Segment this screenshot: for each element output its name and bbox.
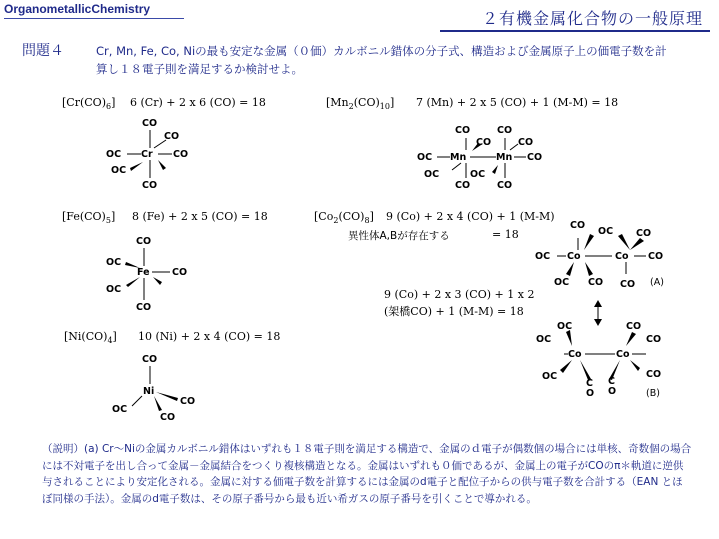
cr-electron-count: 6 (Cr) + 2 x 6 (CO) = 18 — [130, 96, 266, 109]
mn1-co-upper: CO — [476, 137, 492, 148]
cob-bridge-c1: C — [586, 378, 593, 389]
cob-co-right: CO — [646, 334, 662, 345]
fe-electron-count: 8 (Fe) + 2 x 5 (CO) = 18 — [132, 210, 268, 223]
cr-co-bottom: CO — [142, 180, 158, 191]
co-atom-b1: Co — [568, 349, 582, 360]
fe-formula: $[Fe(CO)_5]$ — [62, 210, 116, 226]
mn-atom-2: Mn — [496, 152, 513, 163]
fe-co-top: CO — [136, 236, 152, 247]
co-electron-count: 9 (Co) + 2 x 4 (CO) + 1 (M-M) — [386, 210, 555, 223]
question-label: 問題４ — [22, 43, 64, 59]
ni-oc-left: OC — [112, 404, 128, 415]
co-atom-a2: Co — [615, 251, 629, 262]
question-text: Cr, Mn, Fe, Co, Niの最も安定な金属（０価）カルボニル錯体の分子式、構造および金属原子上の価電子数を計算し１８電子則を満足するか検討せよ。 — [96, 44, 667, 76]
co-b-count-1: 9 (Co) + 2 x 3 (CO) + 1 x 2 — [384, 288, 535, 301]
cob-bridge-c2: C — [608, 376, 615, 387]
cr-co-upper-right: CO — [164, 131, 180, 142]
coa-co-right: CO — [648, 251, 664, 262]
mn2-oc-lower: OC — [470, 169, 486, 180]
fe-co-bottom: CO — [136, 302, 152, 313]
cr-oc-left: OC — [106, 149, 122, 160]
mn1-co-top: CO — [455, 125, 471, 136]
slide-title: ２有機金属化合物の一般原理 — [481, 9, 703, 28]
fe-oc-upper-left: OC — [106, 257, 122, 268]
mn2-co-right: CO — [527, 152, 543, 163]
mn-formula: $[Mn_2(CO)_{10}]$ — [326, 96, 395, 112]
ni-electron-count: 10 (Ni) + 2 x 4 (CO) = 18 — [138, 330, 281, 343]
cr-formula: $[Cr(CO)_6]$ — [62, 96, 116, 112]
coa-oc-top-mid: OC — [598, 226, 614, 237]
mn2-co-top: CO — [497, 125, 513, 136]
isomer-note: 異性体A,Bが存在する — [348, 230, 450, 242]
co-atom-b2: Co — [616, 349, 630, 360]
cob-oc-left: OC — [536, 334, 552, 345]
mn1-oc-lower: OC — [424, 169, 440, 180]
cob-co-top-right: CO — [626, 321, 642, 332]
cob-co-lower-right: CO — [646, 369, 662, 380]
mn2-co-upper: CO — [518, 137, 534, 148]
isomer-a-label: (A) — [650, 277, 664, 288]
coa-oc-left: OC — [535, 251, 551, 262]
coa-co-top-left: CO — [570, 220, 586, 231]
fe-oc-lower-left: OC — [106, 284, 122, 295]
coa-co-bottom-right: CO — [620, 279, 636, 290]
co-formula: $[Co_2(CO)_8]$ — [314, 210, 374, 226]
coa-co-top-right: CO — [636, 228, 652, 239]
ni-co-right: CO — [180, 396, 196, 407]
ni-formula: $[Ni(CO)_4]$ — [64, 330, 117, 346]
cr-co-top: CO — [142, 118, 158, 129]
mn-electron-count: 7 (Mn) + 2 x 5 (CO) + 1 (M-M) = 18 — [416, 96, 619, 109]
cob-bridge-o2: O — [608, 386, 617, 397]
ni-co-bottom: CO — [160, 412, 176, 423]
mn1-co-bottom: CO — [455, 180, 471, 191]
mn-atom-1: Mn — [450, 152, 467, 163]
cob-oc-top-left: OC — [557, 321, 573, 332]
co-atom-a1: Co — [567, 251, 581, 262]
cob-bridge-o1: O — [586, 388, 595, 399]
co-b-count-2: (架橋CO) + 1 (M-M) = 18 — [384, 305, 524, 318]
cr-oc-lower-left: OC — [111, 165, 127, 176]
cob-oc-lower-left: OC — [542, 371, 558, 382]
co-total: = 18 — [492, 228, 519, 241]
fe-atom: Fe — [137, 267, 150, 278]
ni-co-top: CO — [142, 354, 158, 365]
mn2-co-bottom: CO — [497, 180, 513, 191]
isomer-b-label: (B) — [646, 388, 660, 399]
cr-atom: Cr — [141, 149, 153, 160]
cr-co-right: CO — [173, 149, 189, 160]
coa-oc-bottom-left: OC — [554, 277, 570, 288]
explanation-text: （説明）(a) Cr～Niの金属カルボニル錯体はいずれも１８電子則を満足する構造で、金属のｄ電子が偶数個の場合には単核、奇数個の場合には不対電子を出し合って金属－金属結合をつくり複核構造となる。金属はいずれも０価であるが、金属上の電子がCOのπ＊軌道に逆供与されることにより安定化される。金属に対する価電子数を計算するには金属のd電子と配位子からの供与電子数を合計する（EAN とほぼ同様の手法）。金属のd電子数は、その原子番号から最も近い希ガスの原子番号を引くことで導かれる。 — [42, 443, 692, 505]
fe-co-right: CO — [172, 267, 188, 278]
mn1-oc-left: OC — [417, 152, 433, 163]
ni-atom: Ni — [143, 386, 155, 397]
course-title: OrganometallicChemistry — [4, 2, 151, 16]
coa-co-bottom-mid: CO — [588, 277, 604, 288]
